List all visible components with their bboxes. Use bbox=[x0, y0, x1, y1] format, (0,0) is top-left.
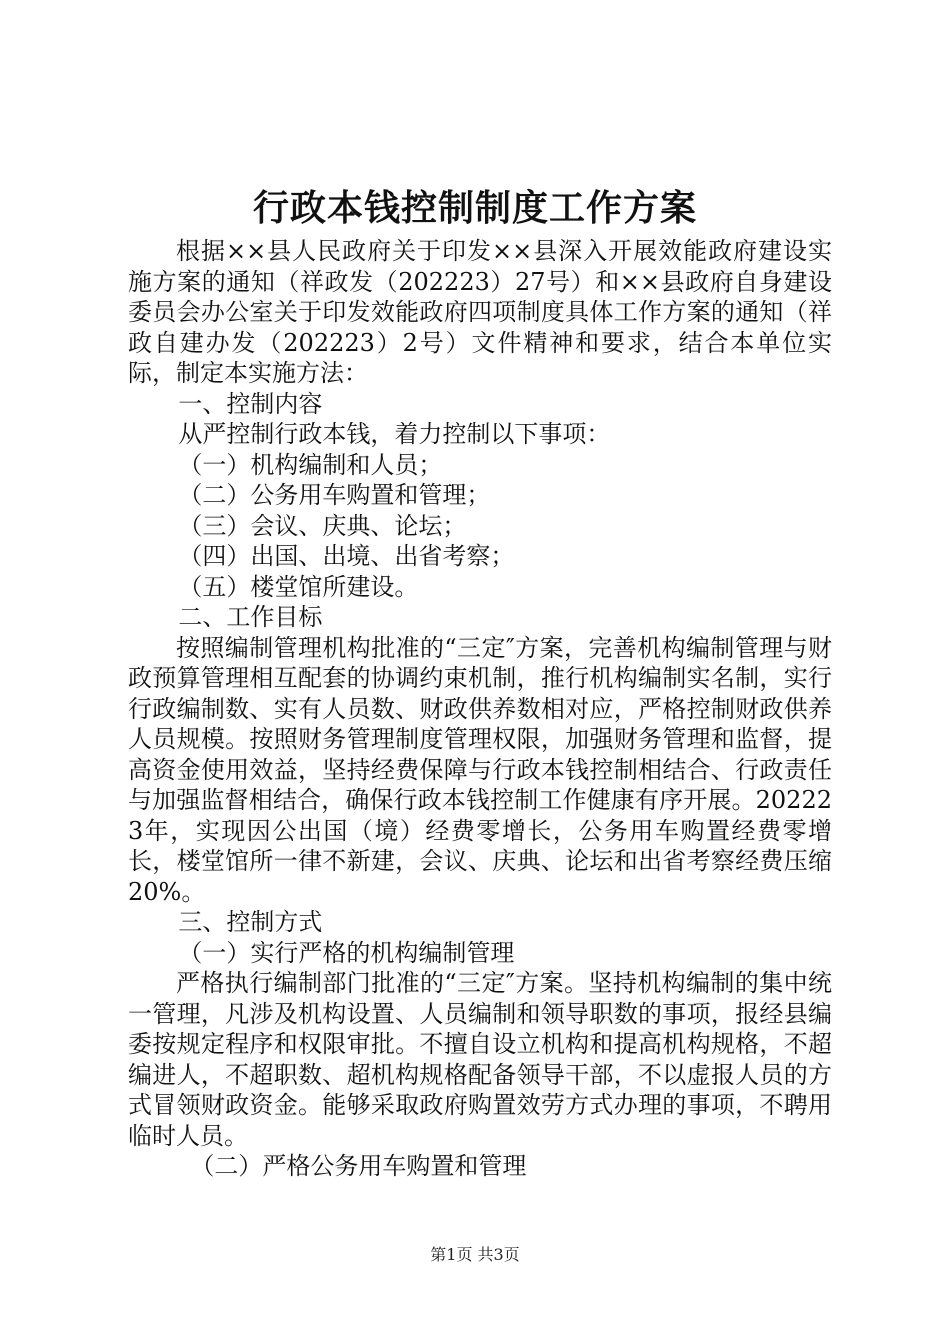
section-heading-3: 三、控制方式 bbox=[178, 908, 323, 936]
paragraph: 严格执行编制部门批准的“三定″方案。坚持机构编制的集中统一管理，凡涉及机构设置、人员编制和领导职数的事项，报经县编委按规定程序和权限审批。不擅自设立机构和提高机构规格，不超编进人，不超职数、超机构规格配备领导干部，不以虚报人员的方式冒领财政资金。能够采取政府购置效劳方式办理的事项，不聘用临时人员。 bbox=[128, 969, 832, 1150]
paragraph: 按照编制管理机构批准的“三定″方案，完善机构编制管理与财政预算管理相互配套的协调约束机制，推行机构编制实名制，实行行政编制数、实有人员数、财政供养数相对应，严格控制财政供养人员规模。按照财务管理制度管理权限，加强财务管理和监督，提高资金使用效益，坚持经费保障与行政本钱控制相结合、行政责任与加强监督相结合，确保行政本钱控制工作健康有序开展。202223年，实现因公出国（境）经费零增长，公务用车购置经费零增长，楼堂馆所一律不新建，会议、庆典、论坛和出省考察经费压缩20%。 bbox=[128, 633, 832, 906]
list-item: （一）机构编制和人员； bbox=[178, 450, 443, 479]
list-item: （五）楼堂馆所建设。 bbox=[178, 572, 419, 601]
intro-paragraph: 根据××县人民政府关于印发××县深入开展效能政府建设实施方案的通知（祥政发（202223）27号）和××县政府自身建设委员会办公室关于印发效能政府四项制度具体工作方案的通知（祥政自建办发（202223）2号）文件精神和要求，结合本单位实际，制定本实施方法： bbox=[128, 237, 832, 387]
subsection-heading: （二）严格公务用车购置和管理 bbox=[190, 1152, 527, 1180]
section-heading-2: 二、工作目标 bbox=[178, 603, 323, 631]
subsection-heading: （一）实行严格的机构编制管理 bbox=[178, 938, 515, 967]
list-item: （四）出国、出境、出省考察； bbox=[178, 542, 515, 570]
paragraph: 从严控制行政本钱，着力控制以下事项： bbox=[178, 420, 611, 448]
list-item: （二）公务用车购置和管理； bbox=[178, 481, 491, 509]
section-heading-1: 一、控制内容 bbox=[178, 389, 323, 418]
document-body bbox=[128, 236, 832, 1182]
list-item: （三）会议、庆典、论坛； bbox=[178, 511, 467, 540]
document-title: 行政本钱控制制度工作方案 bbox=[252, 187, 697, 229]
page-number-footer: 第1页 共3页 bbox=[430, 1245, 520, 1264]
